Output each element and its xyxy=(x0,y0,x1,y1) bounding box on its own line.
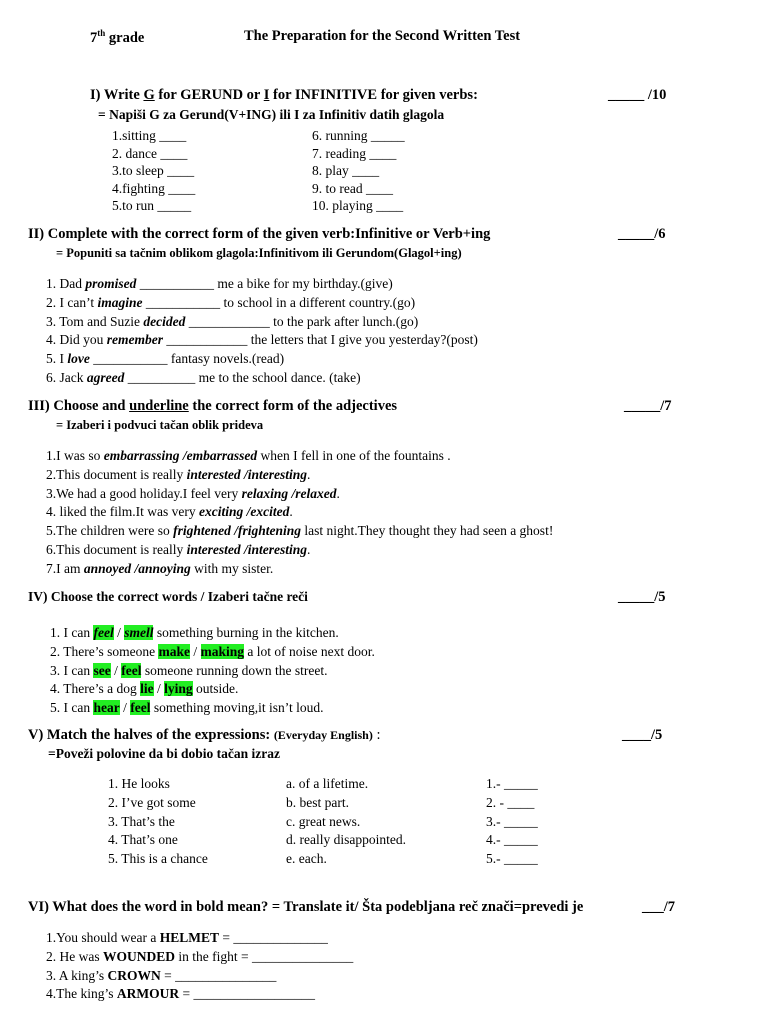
list-item: 3. A king’s CROWN = _______________ xyxy=(46,967,277,983)
list-item: 10. playing ____ xyxy=(312,198,404,213)
section-5-answer-list xyxy=(486,775,538,869)
section-2-subheading: = Popuniti sa tačnim oblikom glagola:Infinitivom ili Gerundom(Glagol+ing) xyxy=(56,246,462,260)
section-1-subheading: = Napiši G za Gerund(V+ING) ili I za Infinitiv datih glagola xyxy=(98,107,445,122)
list-item: 4.The king’s ARMOUR = __________________ xyxy=(46,986,315,1002)
section-6-heading: VI) What does the word in bold mean? = Translate it/ Šta podebljana reč znači=prevedi je xyxy=(28,899,584,915)
list-item: 1.I was so embarrassing /embarrassed when I fell in one of the fountains . xyxy=(46,448,451,463)
list-item: 3.to sleep ____ xyxy=(112,163,195,178)
section-5-score: ____/5 xyxy=(622,727,663,743)
list-item: 7.I am annoyed /annoying with my sister. xyxy=(46,560,274,576)
grade-label: 7th grade xyxy=(90,28,145,46)
list-item: 4. liked the film.It was very exciting /excited. xyxy=(46,504,293,520)
list-item: 4. There’s a dog lie / lying outside. xyxy=(50,681,239,697)
list-item: 2. He was WOUNDED in the fight = _______________ xyxy=(46,948,354,964)
section-3-heading: III) Choose and underline the correct form of the adjectives xyxy=(28,398,398,414)
list-item: d. really disappointed. xyxy=(286,832,406,848)
list-item: 4. That’s one xyxy=(108,832,178,848)
list-item: 8. play ____ xyxy=(312,163,380,178)
section-6-score: ___/7 xyxy=(642,899,676,915)
list-item: 1. He looks xyxy=(108,776,170,791)
list-item: 4.fighting ____ xyxy=(112,180,196,196)
section-1-score: _____ /10 xyxy=(608,87,667,103)
list-item: 2. dance ____ xyxy=(112,145,188,161)
list-item: 4. Did you remember ____________ the letters that I give you yesterday?(post) xyxy=(46,332,478,348)
list-item: 1.You should wear a HELMET = ______________ xyxy=(46,930,328,945)
section-5-left-list xyxy=(108,775,208,869)
section-2-list xyxy=(46,275,478,388)
section-4-heading: IV) Choose the correct words / Izaberi tačne reči xyxy=(28,589,308,604)
list-item: 2. There’s someone make / making a lot of noise next door. xyxy=(50,643,375,659)
section-3-subheading: = Izaberi i podvuci tačan oblik prideva xyxy=(56,418,264,432)
list-item: 1. I can feel / smell something burning in the kitchen. xyxy=(50,625,339,640)
list-item: 1.- _____ xyxy=(486,776,538,791)
list-item: 9. to read ____ xyxy=(312,180,393,196)
section-6-list xyxy=(46,929,353,1004)
list-item: 6. running _____ xyxy=(312,128,405,143)
list-item: e. each. xyxy=(286,851,327,867)
list-item: 5. I love ___________ fantasy novels.(read) xyxy=(46,351,285,367)
list-item: c. great news. xyxy=(286,813,361,829)
list-item: 3. I can see / feel someone running down the street. xyxy=(50,662,328,678)
list-item: 1.sitting ____ xyxy=(112,128,187,143)
section-3-score: _____/7 xyxy=(624,398,672,414)
section-1-right-list xyxy=(312,127,405,215)
section-2-heading: II) Complete with the correct form of the given verb:Infinitive or Verb+ing xyxy=(28,226,491,242)
list-item: 5.to run _____ xyxy=(112,198,192,213)
list-item: 2. I’ve got some xyxy=(108,794,196,810)
section-5-subheading: =Poveži polovine da bi dobio tačan izraz xyxy=(48,746,280,761)
page-title: The Preparation for the Second Written Test xyxy=(244,28,521,44)
list-item: 1. Dad promised ___________ me a bike for my birthday.(give) xyxy=(46,276,393,291)
section-4-list xyxy=(50,624,375,718)
section-5-heading: V) Match the halves of the expressions: (Everyday English) : xyxy=(28,727,381,743)
list-item: 2.This document is really interested /interesting. xyxy=(46,466,311,482)
list-item: 2. - ____ xyxy=(486,794,535,810)
list-item: 5.- _____ xyxy=(486,851,538,867)
list-item: a. of a lifetime. xyxy=(286,776,369,791)
list-item: 3. Tom and Suzie decided ____________ to the park after lunch.(go) xyxy=(46,313,419,329)
list-item: 5. I can hear / feel something moving,it isn’t loud. xyxy=(50,700,324,716)
list-item: 5.The children were so frightened /frightening last night.They thought they had seen a ghost! xyxy=(46,523,554,539)
list-item: b. best part. xyxy=(286,794,349,810)
section-1-left-list xyxy=(112,127,195,215)
list-item: 2. I can’t imagine ___________ to school in a different country.(go) xyxy=(46,294,416,310)
list-item: 6.This document is really interested /interesting. xyxy=(46,541,311,557)
list-item: 3.We had a good holiday.I feel very relaxing /relaxed. xyxy=(46,485,340,501)
section-4-score: _____/5 xyxy=(618,589,666,605)
list-item: 3. That’s the xyxy=(108,813,175,829)
list-item: 5. This is a chance xyxy=(108,851,208,867)
list-item: 3.- _____ xyxy=(486,813,538,829)
section-2-score: _____/6 xyxy=(618,226,666,242)
list-item: 7. reading ____ xyxy=(312,145,397,161)
section-1-heading: I) Write G for GERUND or I for INFINITIVE for given verbs: xyxy=(90,87,478,103)
section-3-list xyxy=(46,447,553,579)
list-item: 4.- _____ xyxy=(486,832,538,848)
list-item: 6. Jack agreed __________ me to the school dance. (take) xyxy=(46,369,361,385)
section-5-mid-list xyxy=(286,775,406,869)
